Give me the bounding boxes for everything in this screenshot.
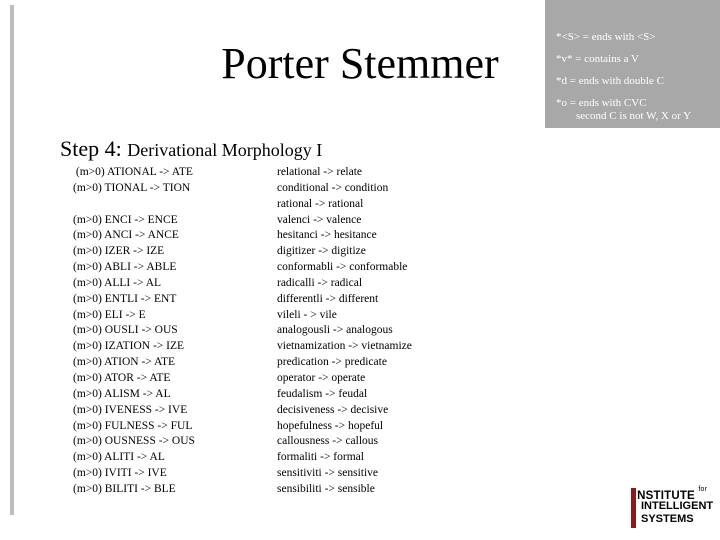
rule-row: (m>0) OUSLI -> OUS	[73, 324, 178, 337]
example-row: sensitiviti -> sensitive	[277, 467, 379, 480]
rule-row: (m>0) BILITI -> BLE	[73, 482, 176, 495]
heading-rest: Derivational Morphology I	[127, 140, 323, 160]
example-row: hopefulness -> hopeful	[277, 419, 384, 432]
logo-line3: SYSTEMS	[641, 513, 694, 525]
example-row: sensibiliti -> sensible	[277, 482, 375, 495]
example-row: digitizer -> digitize	[277, 245, 366, 258]
rule-row: (m>0) ALITI -> AL	[73, 451, 165, 464]
logo-line2: INTELLIGENT	[641, 500, 714, 512]
example-row: hesitanci -> hesitance	[277, 229, 377, 242]
rule-row: (m>0) OUSNESS -> OUS	[73, 435, 195, 448]
rule-row: (m>0) IVENESS -> IVE	[73, 403, 188, 416]
rule-row: (m>0) ENCI -> ENCE	[73, 213, 178, 226]
rule-row: (m>0) FULNESS -> FUL	[73, 419, 193, 432]
note-cvc-detail: second C is not W, X or Y	[576, 110, 692, 122]
heading-prefix: Step 4:	[60, 136, 128, 161]
example-row: radicalli -> radical	[277, 276, 363, 289]
rule-row: (m>0) ANCI -> ANCE	[73, 229, 179, 242]
note-double-c: *d = ends with double C	[556, 75, 664, 87]
section-heading	[60, 136, 322, 162]
example-row: formaliti -> formal	[277, 451, 364, 464]
institute-logo	[628, 486, 716, 534]
rule-row: (m>0) TIONAL -> TION	[73, 181, 191, 194]
note-ends-with: *<S> = ends with <S>	[556, 31, 656, 43]
example-row: analogousli -> analogous	[277, 324, 393, 337]
examples-list	[277, 165, 412, 498]
example-row: differentli -> different	[277, 292, 379, 305]
rule-row: (m>0) ENTLI -> ENT	[73, 292, 177, 305]
example-row: vileli - > vile	[277, 308, 337, 321]
example-row: operator -> operate	[277, 371, 366, 384]
rule-row: (m>0) ABLI -> ABLE	[73, 261, 177, 274]
logo-line1: INSTITUTE $^{for}$	[633, 486, 708, 502]
rule-row: (m>0) IVITI -> IVE	[73, 467, 167, 480]
example-row: vietnamization -> vietnamize	[277, 340, 412, 353]
rule-row: (m>0) ATIONAL -> ATE	[73, 166, 193, 178]
example-row: predication -> predicate	[277, 356, 387, 369]
note-cvc: *o = ends with CVC	[556, 97, 647, 109]
example-row: conformabli -> conformable	[277, 261, 408, 274]
rule-row	[73, 197, 195, 213]
rule-row: (m>0) ELI -> E	[73, 308, 146, 321]
rule-row: (m>0) ATOR -> ATE	[73, 371, 171, 384]
rule-row: (m>0) ALLI -> AL	[73, 276, 162, 289]
example-row: conditional -> condition	[277, 181, 389, 194]
example-row: valenci -> valence	[277, 213, 362, 226]
slide-title: Porter Stemmer	[221, 39, 499, 88]
note-contains-v: *v* = contains a V	[556, 53, 639, 65]
example-row: feudalism -> feudal	[277, 387, 368, 400]
rule-row: (m>0) IZATION -> IZE	[73, 340, 185, 353]
rule-row: (m>0) IZER -> IZE	[73, 245, 165, 258]
rule-row: (m>0) ATION -> ATE	[73, 356, 176, 369]
rules-list	[73, 165, 195, 498]
example-row: relational -> relate	[277, 166, 363, 178]
example-row: decisiveness -> decisive	[277, 403, 389, 416]
example-row: callousness -> callous	[277, 435, 379, 448]
example-row: rational -> rational	[277, 197, 364, 210]
rule-row: (m>0) ALISM -> AL	[73, 387, 171, 400]
